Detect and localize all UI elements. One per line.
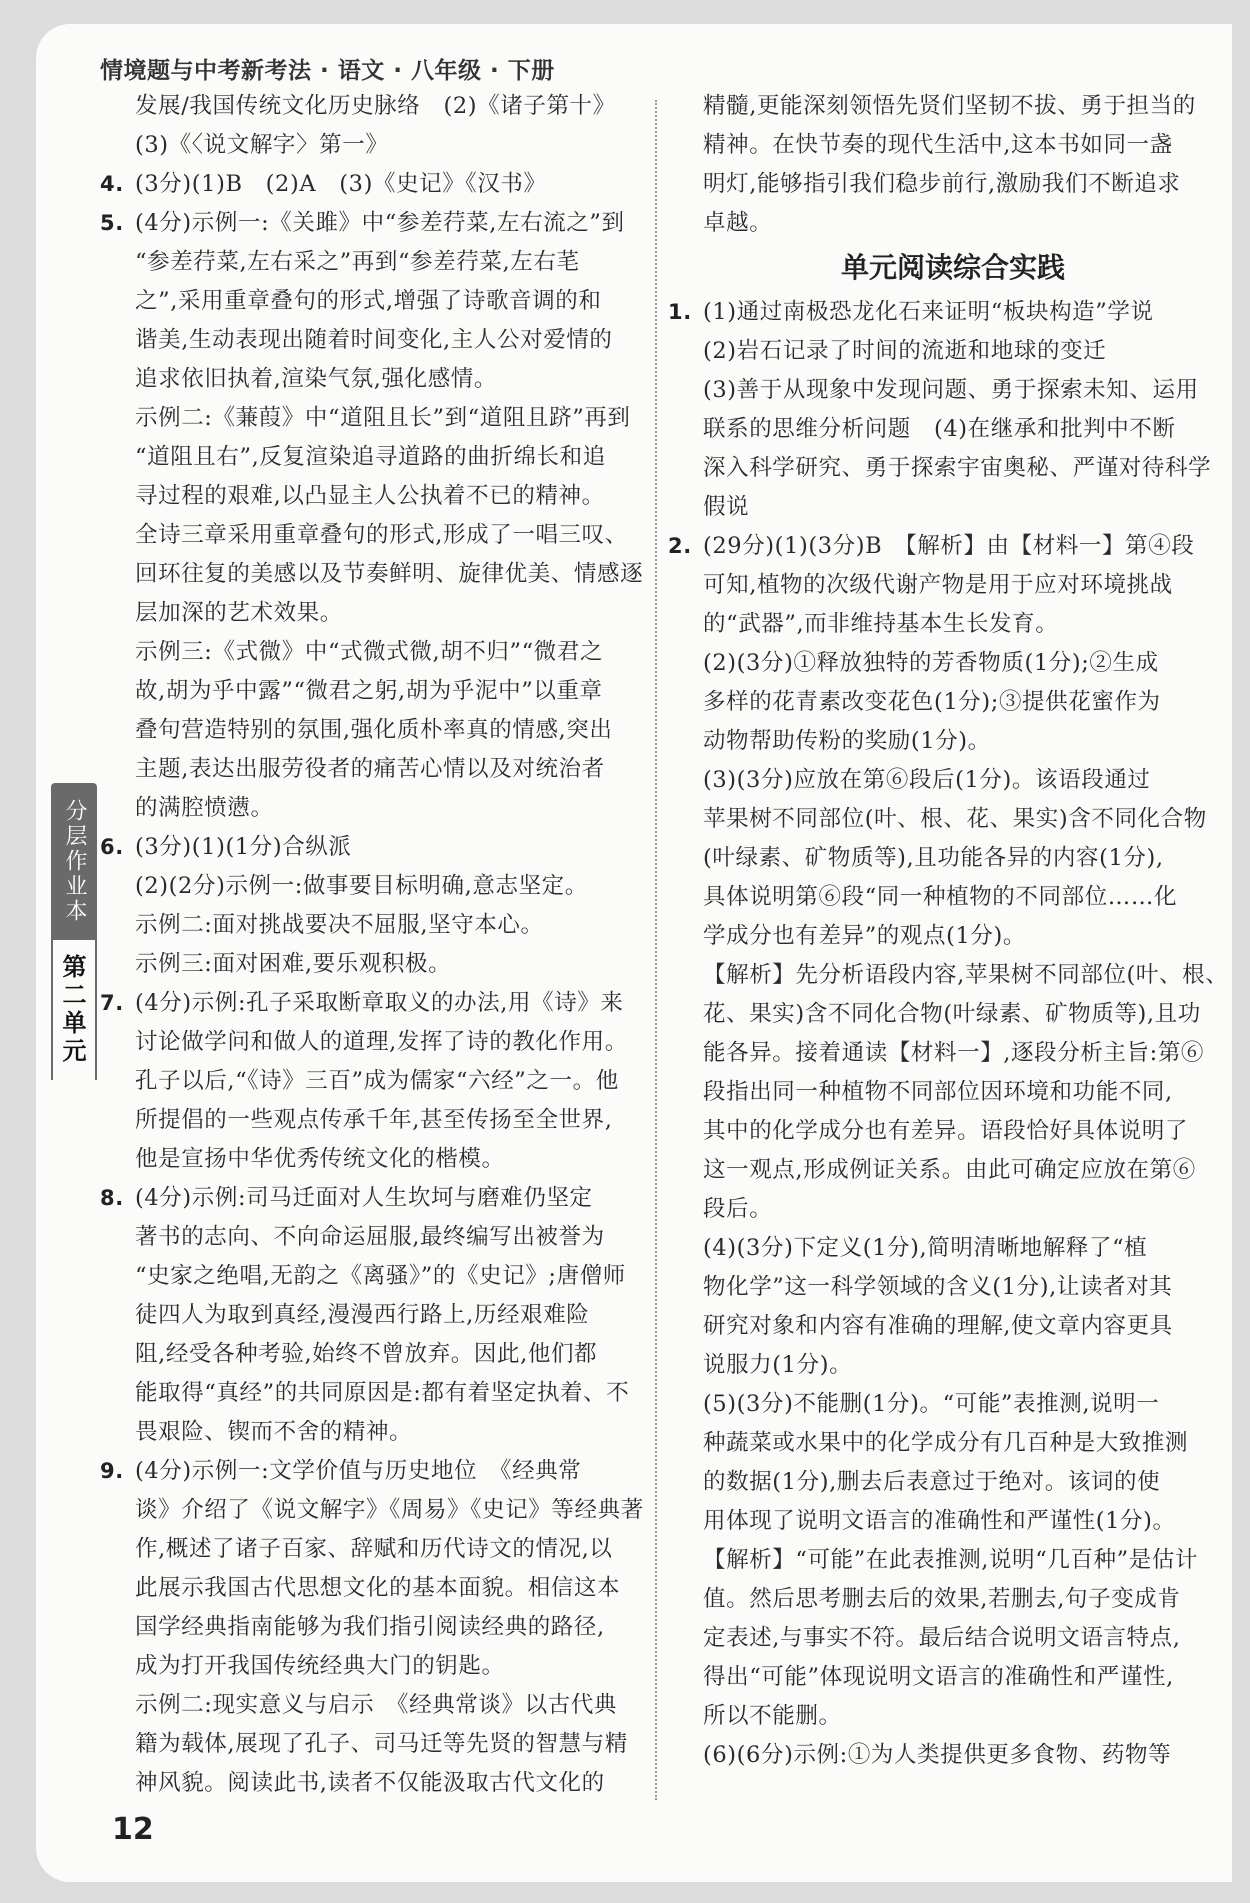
line-text: (4)(3分)下定义(1分),简明清晰地解释了“植 (703, 1235, 1148, 1261)
line-text: 【解析】“可能”在此表推测,说明“几百种”是估计 (703, 1547, 1199, 1573)
text-line (100, 243, 640, 282)
line-text: 段指出同一种植物不同部位因环境和功能不同, (703, 1079, 1173, 1105)
text-line (100, 1023, 640, 1062)
line-text: 谐美,生动表现出随着时间变化,主人公对爱情的 (135, 327, 613, 353)
text-line (668, 878, 1203, 917)
text-line (668, 527, 1203, 566)
line-text: 的数据(1分),删去后表意过于绝对。该词的使 (703, 1469, 1161, 1495)
line-text: 著书的志向、不向命运屈服,最终编写出被誉为 (135, 1224, 605, 1250)
item-number: 2. (668, 534, 692, 558)
line-text: 得出“可能”体现说明文语言的准确性和严谨性, (703, 1664, 1174, 1690)
line-text: 籍为载体,展现了孔子、司马迁等先贤的智慧与精 (135, 1731, 628, 1757)
line-text: 动物帮助传粉的奖励(1分)。 (703, 728, 991, 754)
item-number: 4. (100, 172, 124, 196)
line-text: (4分)示例一:文学价值与历史地位 《经典常 (135, 1458, 582, 1484)
text-line (100, 1413, 640, 1452)
text-line (668, 1346, 1203, 1385)
text-line (100, 1569, 640, 1608)
text-line (100, 1647, 640, 1686)
line-text: 深入科学研究、勇于探索宇宙奥秘、严谨对待科学 (703, 455, 1212, 481)
text-line (668, 1736, 1203, 1775)
text-line (100, 984, 640, 1023)
text-line (668, 449, 1212, 488)
item-number: 8. (100, 1186, 124, 1210)
side-tab (51, 783, 97, 1080)
line-text: 之”,采用重章叠句的形式,增强了诗歌音调的和 (135, 288, 602, 314)
line-text: 能取得“真经”的共同原因是:都有着坚定执着、不 (135, 1380, 630, 1406)
line-text: (4分)示例:孔子采取断章取义的办法,用《诗》来 (135, 990, 624, 1016)
text-line (668, 605, 1203, 644)
line-text: 讨论做学问和做人的道理,发挥了诗的教化作用。 (135, 1029, 628, 1055)
text-line (100, 1140, 640, 1179)
text-line (668, 165, 1203, 204)
text-line (100, 321, 640, 360)
side-tab-label: 分层作业本 (51, 783, 97, 940)
text-line (668, 1385, 1203, 1424)
line-text: (4分)示例一:《关雎》中“参差荇菜,左右流之”到 (135, 210, 625, 236)
text-line (668, 1229, 1203, 1268)
line-text: 研究对象和内容有准确的理解,使文章内容更具 (703, 1313, 1173, 1339)
line-text: 国学经典指南能够为我们指引阅读经典的路径, (135, 1614, 605, 1640)
line-text: (1)通过南极恐龙化石来证明“板块构造”学说 (703, 299, 1154, 325)
text-line (668, 839, 1203, 878)
text-line (100, 1452, 640, 1491)
text-line (100, 1374, 640, 1413)
line-text: 寻过程的艰难,以凸显主人公执着不已的精神。 (135, 483, 605, 509)
text-line (668, 761, 1203, 800)
line-text: 物化学”这一科学领域的含义(1分),让读者对其 (703, 1274, 1173, 1300)
text-line (100, 633, 640, 672)
line-text: 示例三:面对困难,要乐观积极。 (135, 951, 452, 977)
line-text: 故,胡为乎中露”“微君之躬,胡为乎泥中”以重章 (135, 678, 603, 704)
text-line (668, 1541, 1203, 1580)
line-text: 的满腔愤懑。 (135, 795, 274, 821)
text-line (668, 1073, 1203, 1112)
line-text: (5)(3分)不能删(1分)。“可能”表推测,说明一 (703, 1391, 1160, 1417)
line-text: “道阻且右”,反复渲染追寻道路的曲折绵长和追 (135, 444, 606, 470)
text-line (100, 945, 640, 984)
line-text: 的“武器”,而非维持基本生长发育。 (703, 611, 1059, 637)
text-line (100, 906, 640, 945)
text-line (100, 1686, 640, 1725)
text-line (668, 1268, 1203, 1307)
text-line (668, 566, 1203, 605)
line-text: 多样的花青素改变花色(1分);③提供花蜜作为 (703, 689, 1161, 715)
line-text: 主题,表达出服劳役者的痛苦心情以及对统治者 (135, 756, 605, 782)
line-text: (3分)(1)(1分)合纵派 (135, 834, 352, 860)
line-text: 阻,经受各种考验,始终不曾放弃。因此,他们都 (135, 1341, 598, 1367)
text-line (100, 87, 640, 126)
text-line (668, 488, 1203, 527)
line-text: 段后。 (703, 1196, 773, 1222)
left-column (100, 87, 644, 1803)
side-tab-unit: 第二单元 (51, 940, 97, 1080)
text-line (100, 282, 640, 321)
line-text: 具体说明第⑥段“同一种植物的不同部位……化 (703, 884, 1178, 910)
item-number: 7. (100, 991, 124, 1015)
line-text: 追求依旧执着,渲染气氛,强化感情。 (135, 366, 498, 392)
text-line (668, 1112, 1203, 1151)
line-text: 回环往复的美感以及节奏鲜明、旋律优美、情感逐 (135, 561, 644, 587)
item-number: 6. (100, 835, 124, 859)
line-text: 【解析】先分析语段内容,苹果树不同部位(叶、根、 (703, 962, 1229, 988)
line-text: (3)善于从现象中发现问题、勇于探索未知、运用 (703, 377, 1199, 403)
text-line (100, 360, 640, 399)
line-text: 卓越。 (703, 210, 773, 236)
line-text: “参差荇菜,左右采之”再到“参差荇菜,左右芼 (135, 249, 580, 275)
text-line (100, 1062, 640, 1101)
line-text: 值。然后思考删去后的效果,若删去,句子变成肯 (703, 1586, 1181, 1612)
text-line (100, 1218, 640, 1257)
line-text: 说服力(1分)。 (703, 1352, 853, 1378)
text-line (100, 1335, 640, 1374)
line-text: 他是宣扬中华优秀传统文化的楷模。 (135, 1146, 505, 1172)
line-text: 假说 (703, 494, 750, 520)
text-line (668, 126, 1203, 165)
text-line (668, 1424, 1203, 1463)
text-line (668, 917, 1203, 956)
text-line (668, 995, 1203, 1034)
line-text: 学成分也有差异”的观点(1分)。 (703, 923, 1026, 949)
text-line (100, 165, 640, 204)
text-line (100, 789, 640, 828)
line-text: 可知,植物的次级代谢产物是用于应对环境挑战 (703, 572, 1173, 598)
line-text: 孔子以后,“《诗》三百”成为儒家“六经”之一。他 (135, 1068, 619, 1094)
line-text: 叠句营造特别的氛围,强化质朴率真的情感,突出 (135, 717, 613, 743)
line-text: (2)(2分)示例一:做事要目标明确,意志坚定。 (135, 873, 588, 899)
line-text: (叶绿素、矿物质等),且功能各异的内容(1分), (703, 845, 1164, 871)
line-text: 定表述,与事实不符。最后结合说明文语言特点, (703, 1625, 1181, 1651)
text-line (100, 438, 640, 477)
text-line (668, 332, 1203, 371)
right-column (668, 87, 1229, 1775)
line-text: 谈》介绍了《说文解字》《周易》《史记》等经典著 (135, 1497, 644, 1523)
line-text: 花、果实)含不同化合物(叶绿素、矿物质等),且功 (703, 1001, 1201, 1027)
text-line (668, 1463, 1203, 1502)
text-line (100, 204, 640, 243)
text-line (668, 1034, 1203, 1073)
text-line (668, 1619, 1203, 1658)
text-line (100, 1257, 640, 1296)
column-divider (655, 100, 657, 1800)
line-text: 联系的思维分析问题 (4)在继承和批判中不断 (703, 416, 1176, 442)
text-line (668, 410, 1203, 449)
page-number: 12 (112, 1812, 154, 1847)
line-text: (29分)(1)(3分)B 【解析】由【材料一】第④段 (703, 533, 1195, 559)
line-text: 全诗三章采用重章叠句的形式,形成了一唱三叹、 (135, 522, 628, 548)
line-text: 所提倡的一些观点传承千年,甚至传扬至全世界, (135, 1107, 613, 1133)
line-text: 示例二:现实意义与启示 《经典常谈》以古代典 (135, 1692, 618, 1718)
text-line (100, 1725, 640, 1764)
text-line (668, 722, 1203, 761)
text-line (100, 750, 640, 789)
line-text: 精髓,更能深刻领悟先贤们坚韧不拔、勇于担当的 (703, 93, 1196, 119)
text-line (668, 87, 1203, 126)
text-line (668, 683, 1203, 722)
text-line (100, 1101, 640, 1140)
line-text: 这一观点,形成例证关系。由此可确定应放在第⑥ (703, 1157, 1196, 1183)
line-text: 示例三:《式微》中“式微式微,胡不归”“微君之 (135, 639, 604, 665)
item-number: 1. (668, 300, 692, 324)
line-text: 其中的化学成分也有差异。语段恰好具体说明了 (703, 1118, 1189, 1144)
line-text: 层加深的艺术效果。 (135, 600, 343, 626)
text-line (100, 1491, 644, 1530)
text-line (100, 1296, 640, 1335)
text-line (100, 126, 640, 165)
line-text: 精神。在快节奏的现代生活中,这本书如同一盏 (703, 132, 1173, 158)
text-line (100, 672, 640, 711)
line-text: 种蔬菜或水果中的化学成分有几百种是大致推测 (703, 1430, 1189, 1456)
line-text: (4分)示例:司马迁面对人生坎坷与磨难仍坚定 (135, 1185, 593, 1211)
text-line (100, 594, 640, 633)
text-line (668, 1190, 1203, 1229)
line-text: 用体现了说明文语言的准确性和严谨性(1分)。 (703, 1508, 1176, 1534)
line-text: 神风貌。阅读此书,读者不仅能汲取古代文化的 (135, 1770, 605, 1796)
text-line (668, 1697, 1203, 1736)
line-text: 所以不能删。 (703, 1703, 842, 1729)
text-line (100, 516, 640, 555)
text-line (100, 711, 640, 750)
text-line (100, 477, 640, 516)
line-text: 发展/我国传统文化历史脉络 (2)《诸子第十》 (135, 93, 616, 119)
text-line (100, 828, 640, 867)
text-line (100, 399, 640, 438)
line-text: 能各异。接着通读【材料一】,逐段分析主旨:第⑥ (703, 1040, 1205, 1066)
line-text: 示例二:面对挑战要决不屈服,坚守本心。 (135, 912, 544, 938)
text-line (668, 644, 1203, 683)
line-text: 苹果树不同部位(叶、根、花、果实)含不同化合物 (703, 806, 1207, 832)
line-text: (2)岩石记录了时间的流逝和地球的变迁 (703, 338, 1107, 364)
line-text: 徒四人为取到真经,漫漫西行路上,历经艰难险 (135, 1302, 590, 1328)
text-line (100, 1530, 640, 1569)
text-line (668, 1307, 1203, 1346)
text-line (668, 293, 1203, 332)
text-line (668, 1580, 1203, 1619)
running-header: 情境题与中考新考法 · 语文 · 八年级 · 下册 (100, 58, 555, 84)
line-text: (3)《〈说文解字〉第一》 (135, 132, 389, 158)
text-line (668, 371, 1203, 410)
line-text: 此展示我国古代思想文化的基本面貌。相信这本 (135, 1575, 621, 1601)
text-line (100, 1764, 640, 1803)
line-text: “史家之绝唱,无韵之《离骚》”的《史记》;唐僧师 (135, 1263, 626, 1289)
text-line (100, 555, 644, 594)
text-line (668, 204, 1203, 243)
text-line (100, 867, 640, 906)
text-line (668, 1658, 1203, 1697)
line-text: 明灯,能够指引我们稳步前行,激励我们不断追求 (703, 171, 1181, 197)
text-line (668, 1151, 1203, 1190)
item-number: 9. (100, 1459, 124, 1483)
line-text: (2)(3分)①释放独特的芳香物质(1分);②生成 (703, 650, 1159, 676)
line-text: 示例二:《蒹葭》中“道阻且长”到“道阻且跻”再到 (135, 405, 631, 431)
text-line (668, 956, 1229, 995)
line-text: (6)(6分)示例:①为人类提供更多食物、药物等 (703, 1742, 1172, 1768)
item-number: 5. (100, 211, 124, 235)
text-line (100, 1608, 640, 1647)
text-line (100, 1179, 640, 1218)
line-text: 畏艰险、锲而不舍的精神。 (135, 1419, 413, 1445)
line-text: 成为打开我国传统经典大门的钥匙。 (135, 1653, 505, 1679)
text-line (668, 1502, 1203, 1541)
line-text: (3)(3分)应放在第⑥段后(1分)。该语段通过 (703, 767, 1151, 793)
text-line (668, 800, 1207, 839)
line-text: 作,概述了诸子百家、辞赋和历代诗文的情况,以 (135, 1536, 613, 1562)
section-title: 单元阅读综合实践 (840, 251, 1065, 284)
line-text: (3分)(1)B (2)A (3)《史记》《汉书》 (135, 171, 547, 197)
